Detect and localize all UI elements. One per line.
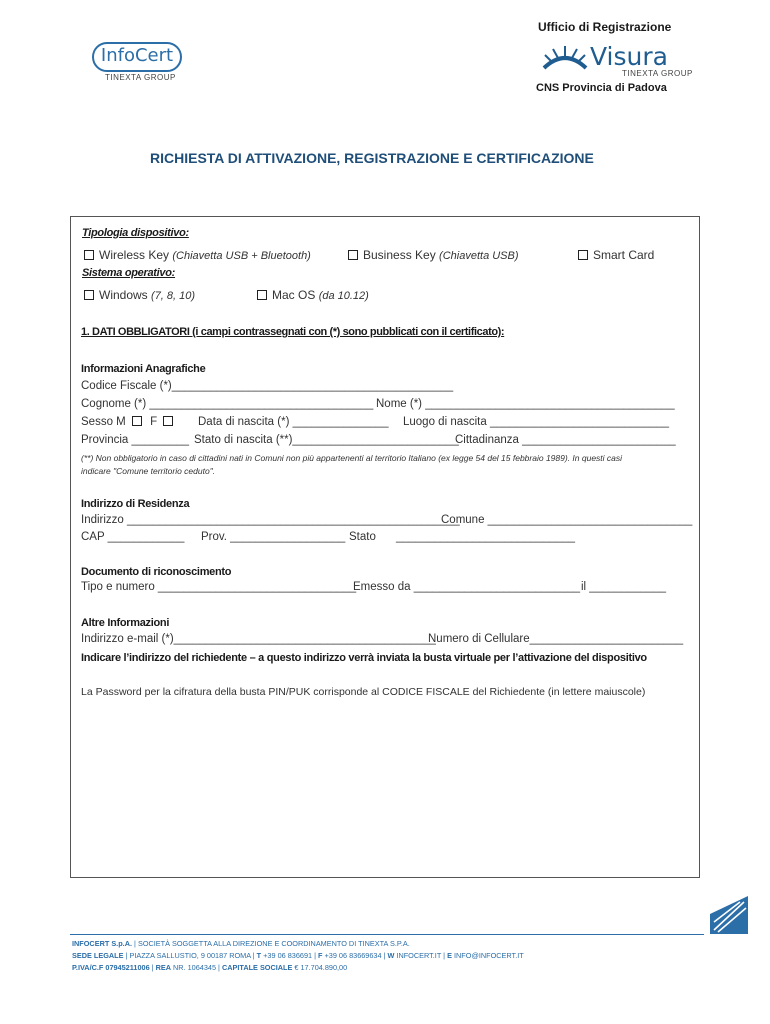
smart-card-checkbox[interactable]: [578, 250, 588, 260]
provincia-field[interactable]: Provincia _________: [81, 434, 190, 446]
business-key-option[interactable]: [348, 248, 519, 262]
cellulare-field[interactable]: Numero di Cellulare________________________: [428, 633, 684, 645]
infocert-group-label: TINEXTA GROUP: [105, 73, 176, 82]
nome-field[interactable]: Nome (*) _______________________________________: [376, 398, 675, 410]
cittadinanza-field[interactable]: Cittadinanza ________________________: [455, 434, 676, 446]
stato-field[interactable]: ____________________________: [396, 531, 576, 543]
smart-card-option[interactable]: [578, 248, 654, 262]
luogo-nascita-field[interactable]: Luogo di nascita ____________________________: [403, 416, 670, 428]
visura-logo: Visura: [590, 42, 668, 71]
cognome-field[interactable]: Cognome (*) ___________________________________: [81, 398, 374, 410]
device-type-label: Tipologia dispositivo:: [82, 227, 189, 239]
indicare-note: Indicare l’indirizzo del richiedente – a questo indirizzo verrà inviata la busta virtuale per l’attivazione del dispositivo: [81, 652, 647, 664]
anagrafica-title: Informazioni Anagrafiche: [81, 363, 206, 375]
os-label: Sistema operativo:: [82, 267, 176, 279]
business-key-label: Business Key: [363, 248, 436, 262]
note-line-2: indicare "Comune territorio ceduto".: [81, 466, 216, 476]
wireless-key-label: Wireless Key: [99, 248, 170, 262]
footer-rea-label: REA: [155, 963, 171, 972]
cap-field[interactable]: CAP ____________: [81, 531, 185, 543]
footer-website[interactable]: INFOCERT.IT |: [394, 951, 448, 960]
footer-capitale-value: € 17.704.890,00: [292, 963, 348, 972]
note-line-1: (**) Non obbligatorio in caso di cittadini nati in Comuni non più appartenenti al territorio Italiano (ex legge 54 del 15 febbraio 1989). In questi casi: [81, 453, 623, 463]
altre-info-title: Altre Informazioni: [81, 617, 170, 629]
footer-rea-num: NR. 1064345 |: [170, 963, 222, 972]
stato-nascita-field[interactable]: Stato di nascita (**)__________________________: [194, 434, 459, 446]
footer-w-label: W: [387, 951, 395, 960]
mac-checkbox[interactable]: [257, 290, 267, 300]
prov-field[interactable]: Prov. __________________: [201, 531, 346, 543]
data-nascita-field[interactable]: Data di nascita (*) _______________: [198, 416, 389, 428]
email-field[interactable]: Indirizzo e-mail (*)_________________________________________: [81, 633, 436, 645]
footer-divider: [70, 934, 704, 935]
sesso-field: [81, 416, 178, 428]
page-title: RICHIESTA DI ATTIVAZIONE, REGISTRAZIONE E CERTIFICAZIONE: [150, 150, 594, 166]
footer-address: | PIAZZA SALLUSTIO, 9 00187 ROMA |: [123, 951, 257, 960]
password-note: La Password per la cifratura della busta PIN/PUK corrisponde al CODICE FISCALE del Richiedente (in lettere maiuscole): [81, 686, 646, 698]
footer-company-info: | SOCIETÀ SOGGETTA ALLA DIREZIONE E COORDINAMENTO DI TINEXTA S.P.A.: [132, 939, 410, 948]
dati-obbligatori-heading: 1. DATI OBBLIGATORI (i campi contrassegnati con (*) sono pubblicati con il certificato):: [81, 326, 505, 338]
form-frame: [70, 216, 700, 878]
footer-sep: |: [149, 963, 156, 972]
footer-t-label: T: [256, 951, 262, 960]
infocert-logo: [92, 42, 182, 72]
indirizzo-field[interactable]: Indirizzo ____________________________________________________: [81, 514, 460, 526]
footer-email[interactable]: INFO@INFOCERT.IT: [451, 951, 524, 960]
footer-line-1: [72, 939, 410, 948]
mac-note: (da 10.12): [318, 290, 369, 302]
footer-capitale-label: CAPITALE SOCIALE: [221, 963, 293, 972]
visura-group-label: TINEXTA GROUP: [622, 69, 693, 78]
windows-label: Windows: [99, 288, 148, 302]
tipo-numero-field[interactable]: Tipo e numero _______________________________: [81, 581, 357, 593]
windows-note: (7, 8, 10): [151, 290, 196, 302]
sesso-label: Sesso M: [81, 416, 126, 428]
footer-fax: +39 06 83669634 |: [322, 951, 388, 960]
comune-field[interactable]: Comune ________________________________: [441, 514, 693, 526]
footer-phone: +39 06 836691 |: [261, 951, 319, 960]
emesso-da-field[interactable]: Emesso da __________________________: [353, 581, 581, 593]
wireless-key-option[interactable]: [84, 248, 311, 262]
footer-e-label: E: [447, 951, 452, 960]
codice-fiscale-field[interactable]: Codice Fiscale (*)____________________________________________: [81, 380, 454, 392]
infocert-logo-text: InfoCert: [100, 45, 174, 66]
mac-label: Mac OS: [272, 288, 316, 302]
mac-option[interactable]: [257, 288, 369, 302]
stato-label: Stato: [349, 531, 376, 543]
documento-title: Documento di riconoscimento: [81, 566, 232, 578]
wireless-key-note: (Chiavetta USB + Bluetooth): [172, 250, 311, 262]
sesso-m-checkbox[interactable]: [132, 416, 142, 426]
wireless-key-checkbox[interactable]: [84, 250, 94, 260]
data-emissione-field[interactable]: il ____________: [581, 581, 667, 593]
footer-piva: P.IVA/C.F 07945211006: [72, 963, 150, 972]
footer-company: INFOCERT S.p.A.: [72, 939, 132, 948]
residenza-title: Indirizzo di Residenza: [81, 498, 190, 510]
business-key-note: (Chiavetta USB): [439, 250, 519, 262]
windows-checkbox[interactable]: [84, 290, 94, 300]
footer-line-2: [72, 951, 524, 960]
business-key-checkbox[interactable]: [348, 250, 358, 260]
sesso-f-label: F: [150, 416, 158, 428]
footer-f-label: F: [318, 951, 323, 960]
footer-line-3: [72, 963, 347, 972]
sesso-f-checkbox[interactable]: [163, 416, 173, 426]
footer-sede-label: SEDE LEGALE: [72, 951, 124, 960]
visura-sun-icon: [540, 44, 590, 70]
cns-provincia: CNS Provincia di Padova: [536, 82, 667, 94]
windows-option[interactable]: [84, 288, 195, 302]
smart-card-label: Smart Card: [593, 248, 655, 262]
infocert-footer-mark-icon: [710, 896, 748, 934]
ufficio-registrazione: Ufficio di Registrazione: [538, 20, 672, 34]
